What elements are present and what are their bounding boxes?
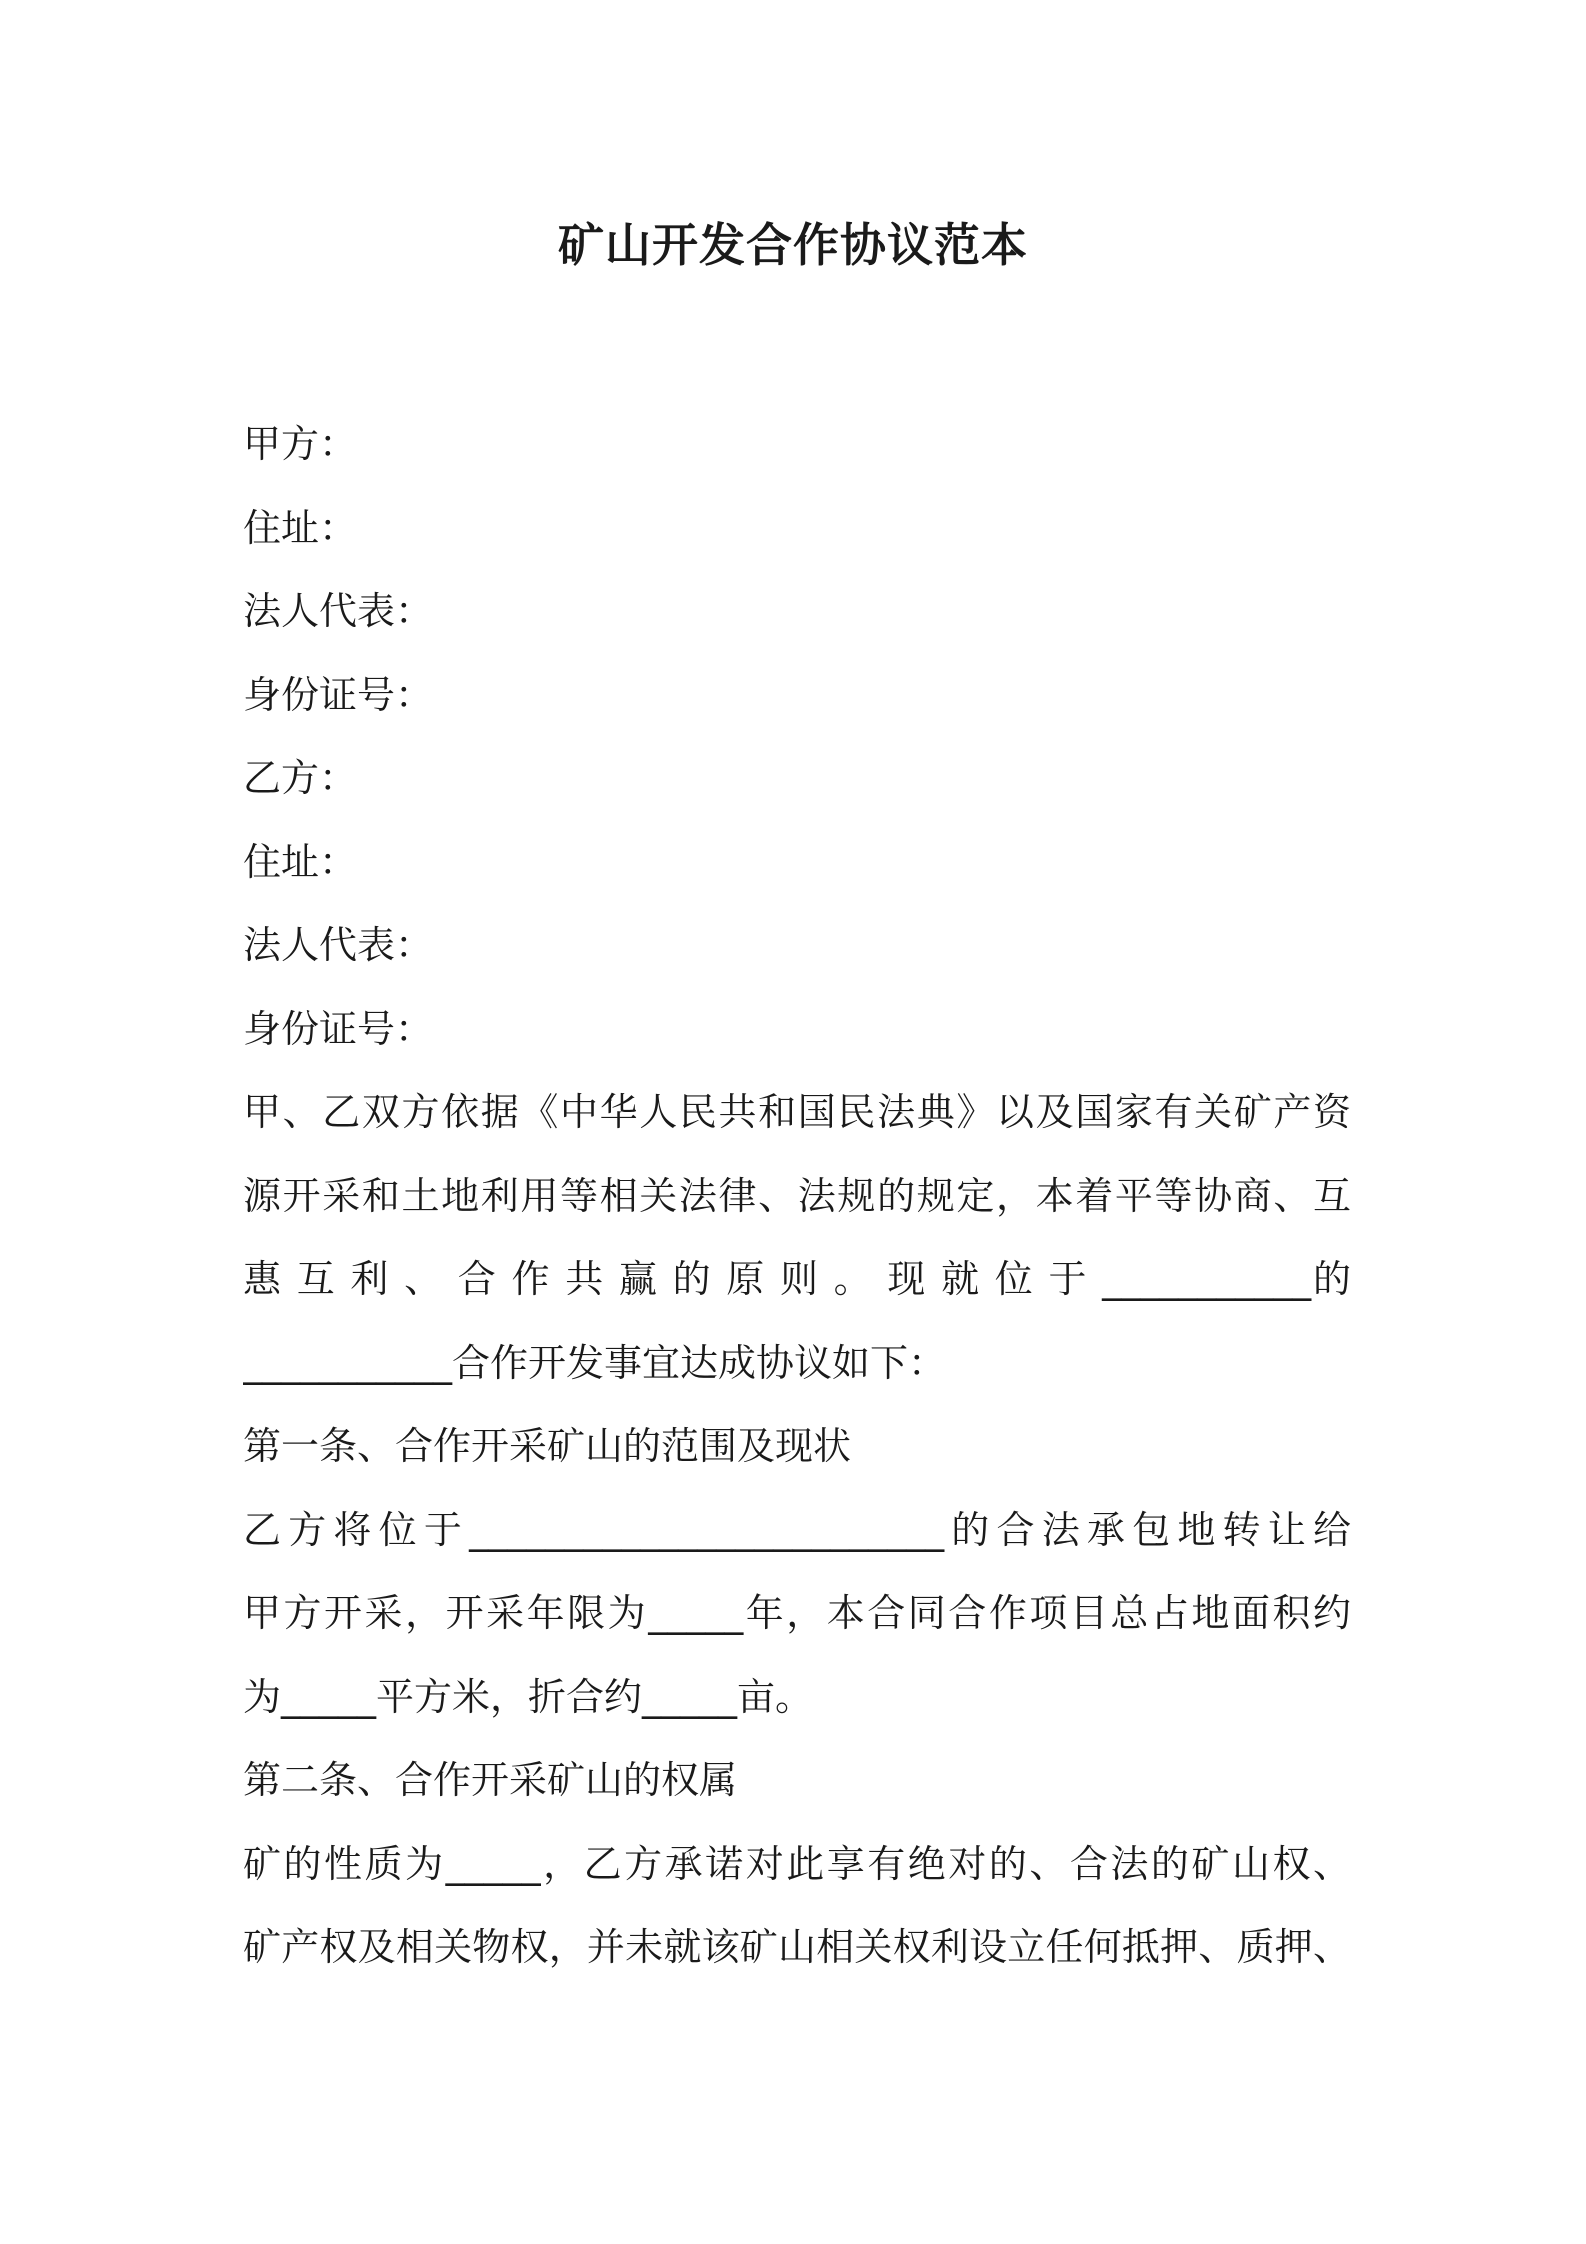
preamble-line: ___________合作开发事宜达成协议如下： (243, 1340, 947, 1385)
party-a-legal-rep-label: 法人代表： (243, 589, 434, 633)
article-2-text-line: 矿的性质为_____，乙方承诺对此享有绝对的、合法的矿山权、 (243, 1841, 1351, 1886)
party-b-label: 乙方： (243, 756, 358, 800)
document-body (243, 403, 1351, 1990)
document-title: 矿山开发合作协议范本 (558, 218, 1028, 272)
party-b-id-number-label: 身份证号： (243, 1006, 434, 1051)
article-1-heading: 第一条、合作开采矿山的范围及现状 (243, 1424, 852, 1468)
preamble-line: 甲、乙双方依据《中华人民共和国民法典》以及国家有关矿产资 (243, 1090, 1351, 1134)
article-2-heading: 第二条、合作开采矿山的权属 (243, 1758, 738, 1802)
party-b-address-label: 住址： (243, 839, 358, 884)
article-1-text-line: 为_____平方米，折合约_____亩。 (243, 1674, 814, 1719)
article-1-text-line: 乙方将位于_________________________的合法承包地转让给 (243, 1507, 1351, 1552)
party-a-id-number-label: 身份证号： (243, 672, 434, 717)
party-b-legal-rep-label: 法人代表： (243, 923, 434, 967)
preamble-line: 惠 互 利 、 合 作 共 赢 的 原 则 。 现 就 位 于 ___________的 (243, 1257, 1351, 1301)
preamble-line: 源开采和土地利用等相关法律、法规的规定，本着平等协商、互 (243, 1173, 1351, 1218)
party-a-label: 甲方： (243, 422, 358, 466)
party-a-address-label: 住址： (243, 505, 358, 550)
article-2-text-line: 矿产权及相关物权，并未就该矿山相关权利设立任何抵押、质押、 (243, 1925, 1351, 1969)
article-1-text-line: 甲方开采，开采年限为_____年，本合同合作项目总占地面积约 (243, 1591, 1351, 1635)
